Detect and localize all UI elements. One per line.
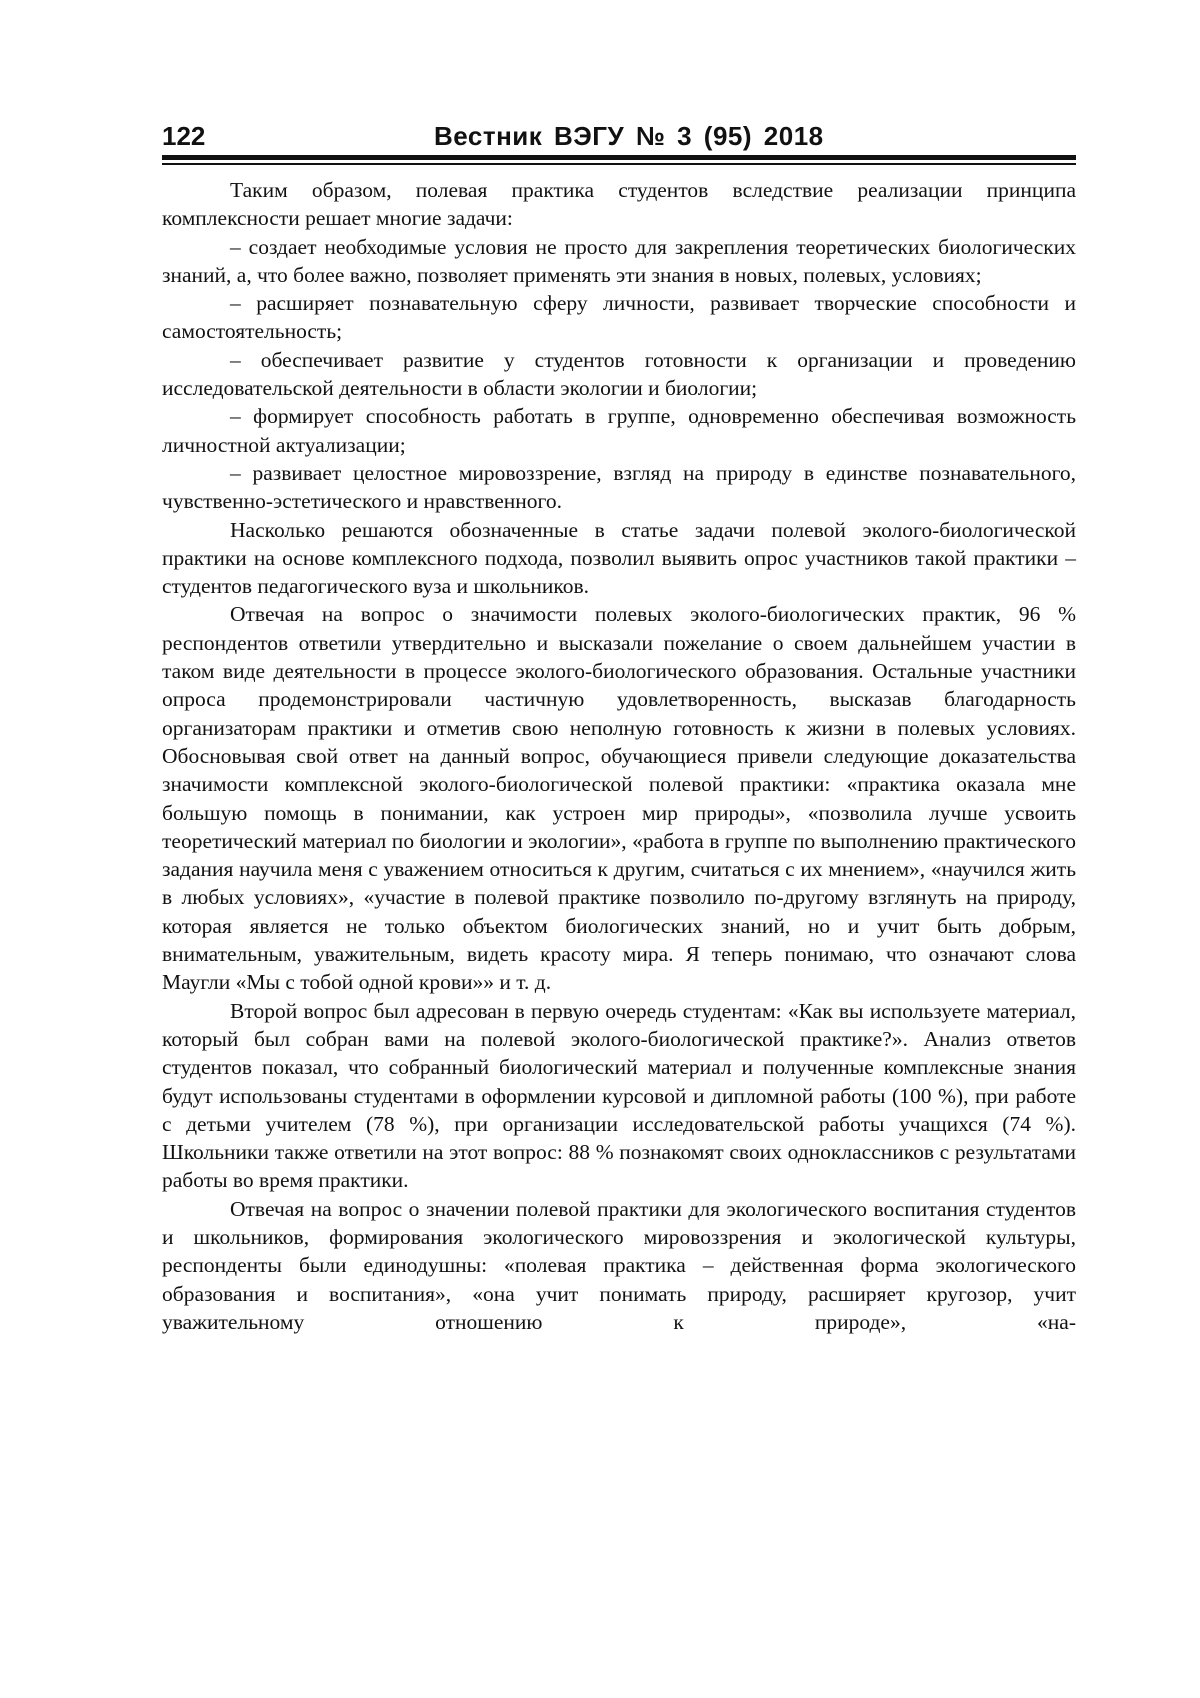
- paragraph-second-question: Второй вопрос был адресован в первую очередь студентам: «Как вы используете материал, который был собран вами на полевой эколого-биологической практике?». Анализ ответов студентов показал, что собранный биологический материал и полученные комплексные знания будут использованы студентами в оформлении курсовой и дипломной работы (100 %), при работе с детьми учителем (78 %), при организации исследовательской работы учащихся (74 %). Школьники также ответили на этот вопрос: 88 % познакомят своих одноклассников с результатами работы во время практики.: [162, 998, 1076, 1193]
- paragraph-survey: Насколько решаются обозначенные в статье задачи полевой эколого-биологической практики на основе комплексного подхода, позволил выявить опрос участников такой практики – студентов педагогического вуза и школьников.: [162, 517, 1076, 599]
- article-body: [162, 176, 1076, 1336]
- list-item-conditions: – создает необходимые условия не просто для закрепления теоретических биологических знаний, а, что более важно, позволяет применять эти знания в новых, полевых, условиях;: [162, 234, 1076, 287]
- paragraph-education-value: Отвечая на вопрос о значении полевой практики для экологического воспитания студентов и школьников, формирования экологического мировоззрения и экологической культуры, респонденты были единодушны: «полевая практика – действенная форма экологического образования и воспитания», «она учит понимать природу, расширяет кругозор, учит уважительному отношению к природе», «на-: [162, 1196, 1076, 1334]
- running-header: [162, 116, 1076, 156]
- list-item-cognitive-sphere: – расширяет познавательную сферу личности, развивает творческие способности и самостоятельность;: [162, 291, 1076, 344]
- list-item-research-readiness: – обеспечивает развитие у студентов готовности к организации и проведению исследовательской деятельности в области экологии и биологии;: [162, 347, 1076, 401]
- list-item-worldview: – развивает целостное мировоззрение, взгляд на природу в единстве познавательного, чувственно-эстетического и нравственного.: [162, 460, 1076, 514]
- page-number: 122: [162, 121, 206, 151]
- header-rule-thick: [162, 155, 1076, 160]
- paragraph-significance: Отвечая на вопрос о значимости полевых эколого-биологических практик, 96 % респондентов ответили утвердительно и высказали пожелание о своем дальнейшем участии в таком виде деятельности в процессе эколого-биологического образования. Остальные участники опроса продемонстрировали частичную удовлетворенность, высказав благодарность организаторам практики и отметив свою неполную готовность к жизни в полевых условиях. Обосновывая свой ответ на данный вопрос, обучающиеся привели следующие доказательства значимости комплексной эколого-биологической полевой практики: «практика оказала мне большую помощь в понимании, как устроен мир природы», «позволила лучше усвоить теоретический материал по биологии и экологии», «работа в группе по выполнению практического задания научила меня с уважением относиться к другим, считаться с их мнением», «научился жить в любых условиях», «участие в полевой практике позволило по-другому взглянуть на природу, которая является не только объектом биологических знаний, но и учит быть добрым, внимательным, уважительным, видеть красоту мира. Я теперь понимаю, что означают слова Маугли «Мы с тобой одной крови»» и т. д.: [162, 602, 1076, 995]
- header-rule-thin: [162, 163, 1076, 165]
- journal-title: Вестник ВЭГУ № 3 (95) 2018: [434, 121, 824, 151]
- list-item-group-work: – формирует способность работать в группе, одновременно обеспечивая возможность личностной актуализации;: [162, 404, 1076, 457]
- paragraph-intro: Таким образом, полевая практика студентов вследствие реализации принципа комплексности решает многие задачи:: [162, 178, 1076, 231]
